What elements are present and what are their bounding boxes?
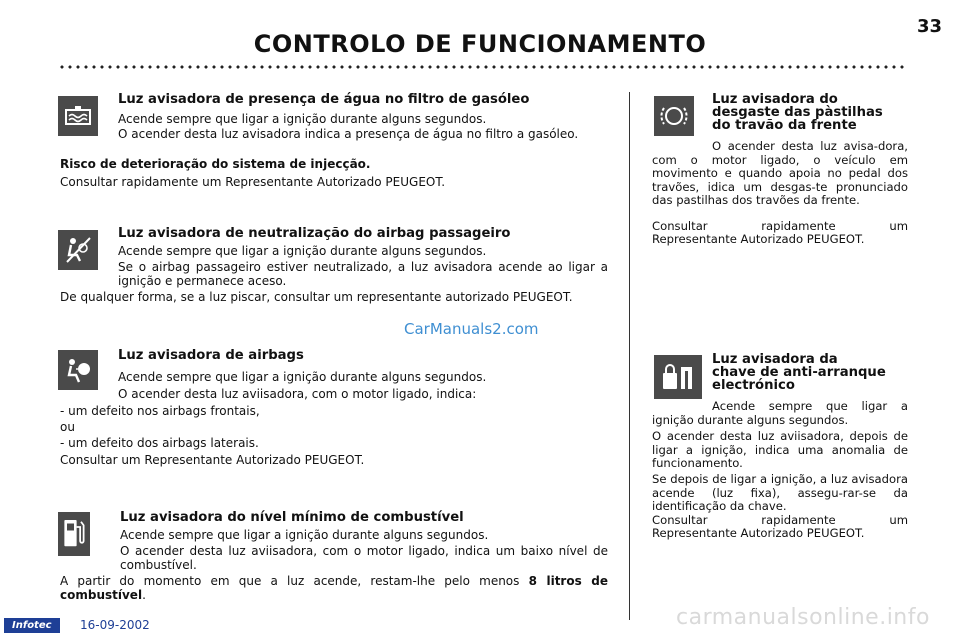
immobiliser-p1: Acende sempre que ligar a ignição durante alguns segundos. (652, 399, 908, 427)
immobiliser-p4a: Consultar rapidamente um (652, 513, 908, 527)
immobiliser-title-2: chave de anti-arranque (712, 365, 886, 380)
immobiliser-key-icon (654, 355, 702, 399)
dotted-divider (58, 64, 906, 70)
airbags-p3: Consultar um Representante Autorizado PEUGEOT. (60, 453, 365, 467)
airbags-l1: - um defeito nos airbags frontais, (60, 404, 260, 418)
fuel-p3 (60, 575, 608, 602)
site-watermark: carmanualsonline.info (676, 605, 930, 630)
water-p2: O acender desta luz avisadora indica a presença de água no filtro a gasóleo. (118, 127, 579, 141)
print-date: 16-09-2002 (80, 618, 150, 632)
immobiliser-p2: O acender desta luz aviisadora, depois de ligar a ignição, indica uma anomalia de funcionamento. (652, 429, 908, 471)
fuel-p3-end: . (142, 587, 146, 602)
water-in-diesel-icon (58, 96, 98, 136)
watermark-text: CarManuals2.com (404, 320, 539, 338)
immobiliser-p4b: Representante Autorizado PEUGEOT. (652, 526, 865, 540)
brake-title-1: Luz avisadora do (712, 92, 838, 107)
water-p1: Acende sempre que ligar a ignição durante alguns segundos. (118, 112, 487, 126)
airbag-icon (58, 350, 98, 390)
brake-pad-wear-icon (654, 96, 694, 136)
page-title: CONTROLO DE FUNCIONAMENTO (253, 30, 707, 58)
fuel-pump-icon (58, 512, 90, 556)
fuel-title: Luz avisadora do nível mínimo de combustível (120, 510, 464, 525)
water-p3: Consultar rapidamente um Representante Autorizado PEUGEOT. (60, 175, 446, 189)
brake-title-3: do travão da frente (712, 118, 857, 133)
column-divider (629, 92, 630, 620)
fuel-p3-bold: 8 litros de combustível (60, 574, 609, 602)
fuel-p1: Acende sempre que ligar a ignição durante alguns segundos. (120, 528, 489, 542)
water-risk: Risco de deterioração do sistema de injecção. (60, 157, 371, 171)
airbags-p1: Acende sempre que ligar a ignição durante alguns segundos. (118, 370, 487, 384)
brake-p2a: Consultar rapidamente um (652, 219, 908, 233)
fuel-p3-text: A partir do momento em que a luz acende, restam-lhe pelo menos (60, 574, 529, 588)
airbag-passenger-p2: Se o airbag passageiro estiver neutralizado, a luz avisadora acende ao ligar a ignição e permanece aceso. (118, 260, 608, 288)
airbags-l3: - um defeito dos airbags laterais. (60, 436, 259, 450)
airbags-l2: ou (60, 420, 75, 434)
page-number: 33 (916, 16, 942, 37)
immobiliser-title-3: electrónico (712, 378, 795, 393)
airbag-passenger-title: Luz avisadora de neutralização do airbag passageiro (118, 226, 511, 241)
airbag-passenger-off-icon (58, 230, 98, 270)
infotec-logo: Infotec (4, 618, 60, 633)
airbags-p2: O acender desta luz aviisadora, com o motor ligado, indica: (118, 387, 477, 401)
brake-title-2: desgaste das pàstilhas (712, 105, 883, 120)
immobiliser-title-1: Luz avisadora da (712, 352, 838, 367)
brake-p1: O acender desta luz avisa-dora, com o motor ligado, o veículo em movimento e quando apoia no pedal dos travões, idica um desgas-te pronunciado das pastilhas dos travões da frente. (652, 139, 908, 208)
brake-p2b: Representante Autorizado PEUGEOT. (652, 232, 865, 246)
fuel-p2: O acender desta luz aviisadora, com o motor ligado, indica um baixo nível de combustível. (120, 544, 608, 572)
water-title: Luz avisadora de presença de água no filtro de gasóleo (118, 92, 530, 107)
airbags-title: Luz avisadora de airbags (118, 348, 304, 363)
airbag-passenger-p3: De qualquer forma, se a luz piscar, consultar um representante autorizado PEUGEOT. (60, 290, 573, 304)
airbag-passenger-p1: Acende sempre que ligar a ignição durante alguns segundos. (118, 244, 487, 258)
immobiliser-p3: Se depois de ligar a ignição, a luz avisadora acende (luz fixa), assegu-rar-se da identificação da chave. (652, 472, 908, 514)
